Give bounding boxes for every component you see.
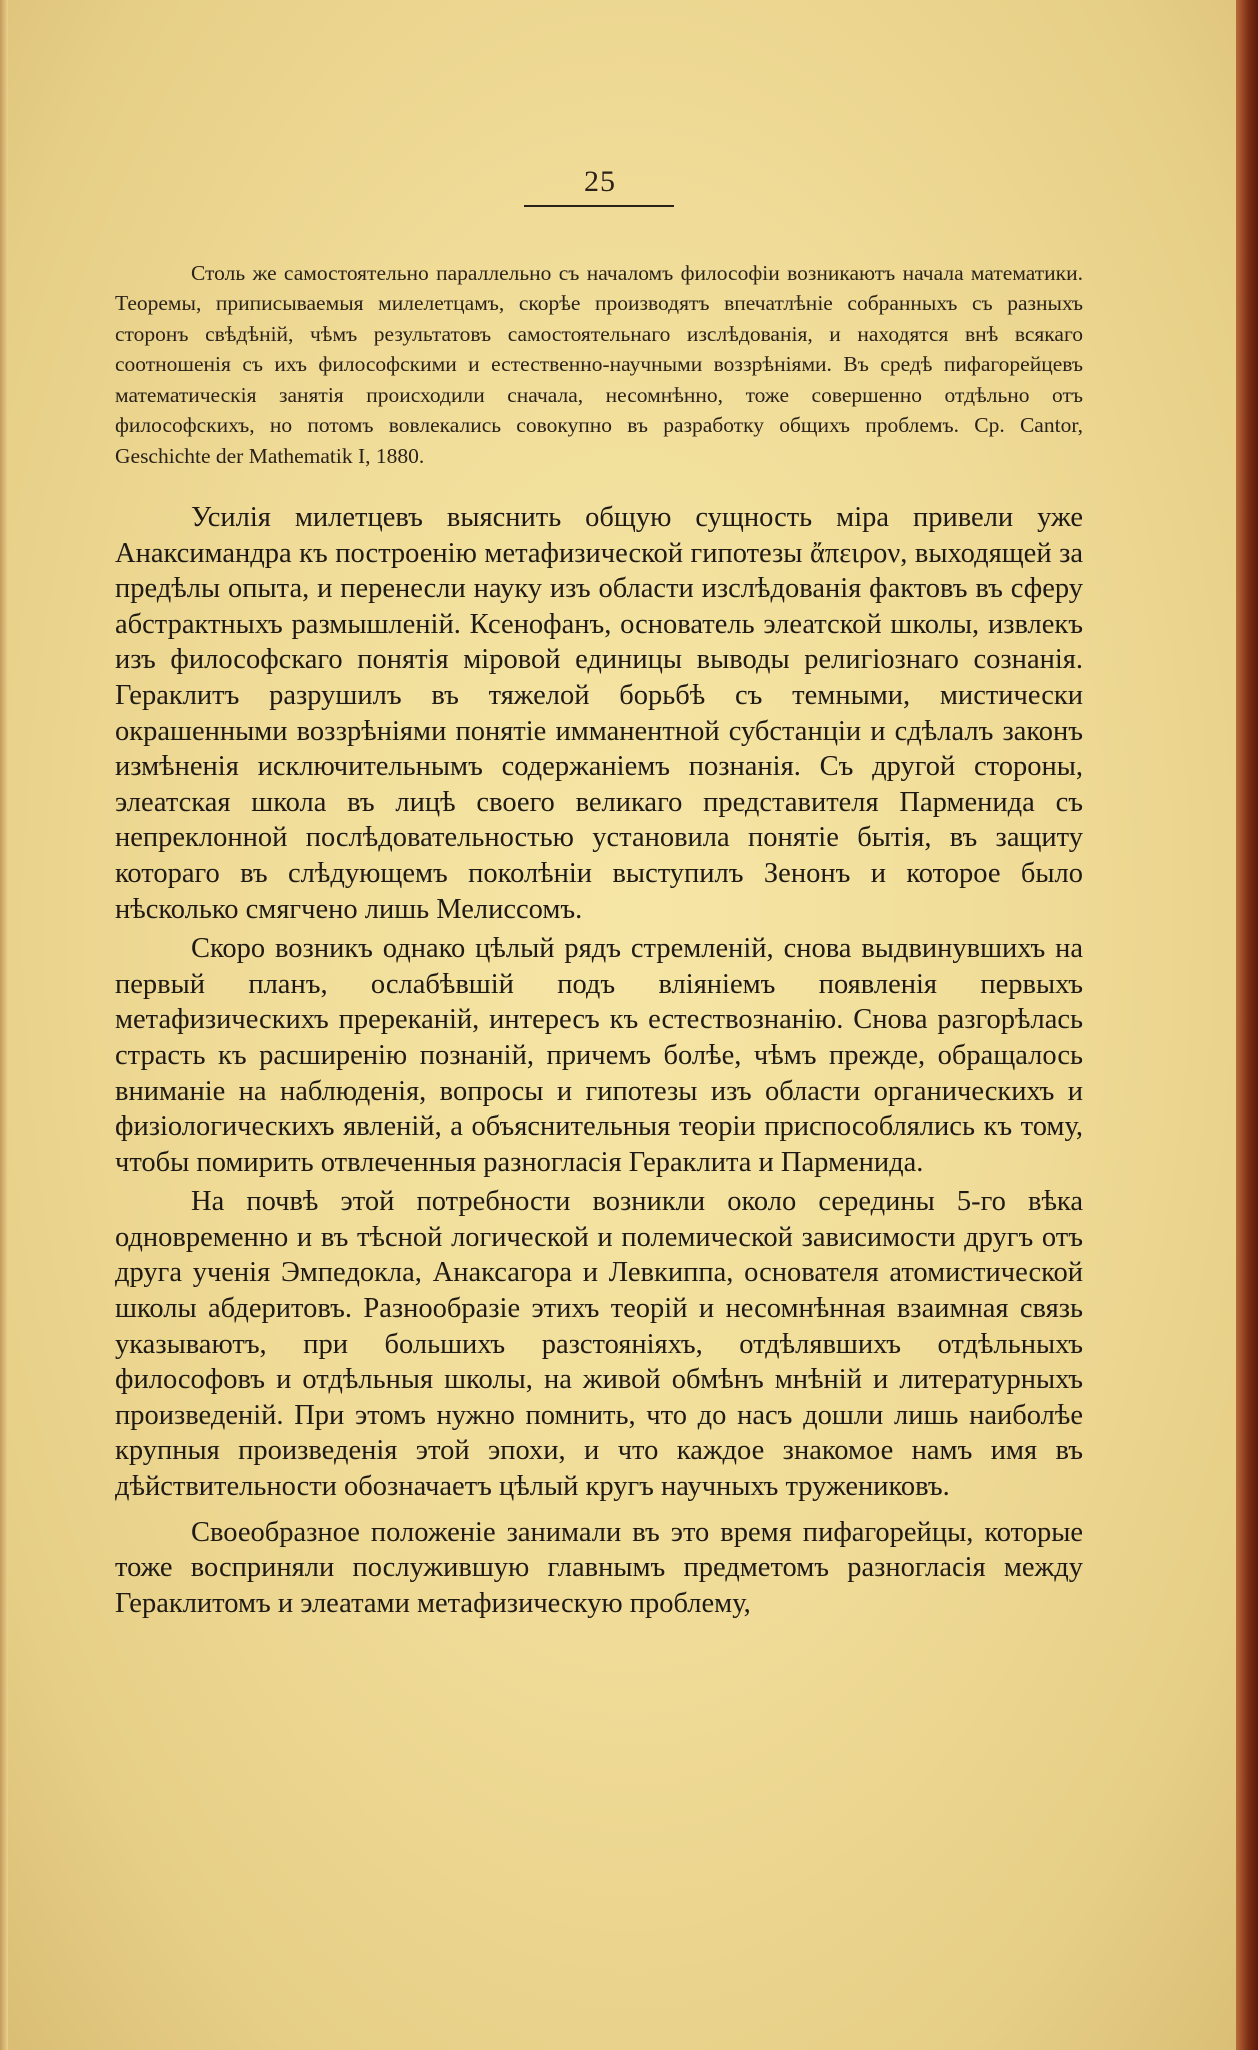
book-cover-edge [1236,0,1258,2050]
page-number-rule [524,205,674,207]
footnote-text: Столь же самостоятельно параллельно съ началомъ философіи возникаютъ начала математики. Теоремы, приписываемыя милелетцамъ, скорѣе производятъ впечатлѣніе собранныхъ съ разныхъ сторонъ свѣдѣній, чѣмъ результатовъ самостоятельнаго изслѣдованія, и находятся внѣ всякаго соотношенія съ ихъ философскими и естественно-научными воззрѣніями. Въ средѣ пифагорейцевъ математическія занятія происходили сначала, несомнѣнно, тоже совершенно отдѣльно отъ философскихъ, но потомъ вовлекались совокупно въ разработку общихъ проблемъ. Ср. Cantor, Geschichte der Mathematik I, 1880. [115,260,1083,469]
paragraph-4: Своеобразное положеніе занимали въ это время пифагорейцы, которые тоже восприняли послужившую главнымъ предметомъ разногласія между Гераклитомъ и элеатами метафизическую проблему, [115,1516,1083,1619]
paragraph-2: Скоро возникъ однако цѣлый рядъ стремленій, снова выдвинувшихъ на первый планъ, ослабѣвшій подъ вліяніемъ появленія первыхъ метафизическихъ пререканій, интересъ къ естествознанію. Снова разгорѣлась страсть къ расширенію познаній, причемъ болѣе, чѣмъ прежде, обращалось вниманіе на наблюденія, вопросы и гипотезы изъ области органическихъ и физіологическихъ явленій, а объяснительныя теоріи приспособлялись къ тому, чтобы помирить отвлеченныя разногласія Гераклита и Парменида. [115,933,1083,1178]
paragraph-1: Усилія милетцевъ выяснить общую сущность міра привели уже Анаксимандра къ построенію метафизической гипотезы ἄπειρον, выходящей за предѣлы опыта, и перенесли науку изъ области изслѣдованія фактовъ въ сферу абстрактныхъ размышленій. Ксенофанъ, основатель элеатской школы, извлекъ изъ философскаго понятія міровой единицы выводы религіознаго сознанія. Гераклитъ разрушилъ въ тяжелой борьбѣ съ темными, мистически окрашенными воззрѣніями понятіе имманентной субстанціи и сдѣлалъ законъ измѣненія исключительнымъ содержаніемъ познанія. Съ другой стороны, элеатская школа въ лицѣ своего великаго представителя Парменида съ непреклонной послѣдовательностью установила понятіе бытія, въ защиту котораго въ слѣдующемъ поколѣніи выступилъ Зенонъ и которое было нѣсколько смягчено лишь Мелиссомъ. [115,502,1083,925]
main-text [115,500,1083,1621]
page-number: 25 [584,165,616,198]
page-left-edge [0,0,8,2050]
paragraph-3: На почвѣ этой потребности возникли около середины 5-го вѣка одновременно и въ тѣсной логической и полемической зависимости другъ отъ друга ученія Эмпедокла, Анаксагора и Левкиппа, основателя атомистической школы абдеритовъ. Разнообразіе этихъ теорій и несомнѣнная взаимная связь указываютъ, при большихъ разстояніяхъ, отдѣлявшихъ отдѣльныхъ философовъ и отдѣльныя школы, на живой обмѣнъ мнѣній и литературныхъ произведеній. При этомъ нужно помнить, что до насъ дошли лишь наиболѣе крупныя произведенія этой эпохи, и что каждое знакомое намъ имя въ дѣйствительности обозначаетъ цѣлый кругъ научныхъ тружениковъ. [115,1186,1083,1503]
